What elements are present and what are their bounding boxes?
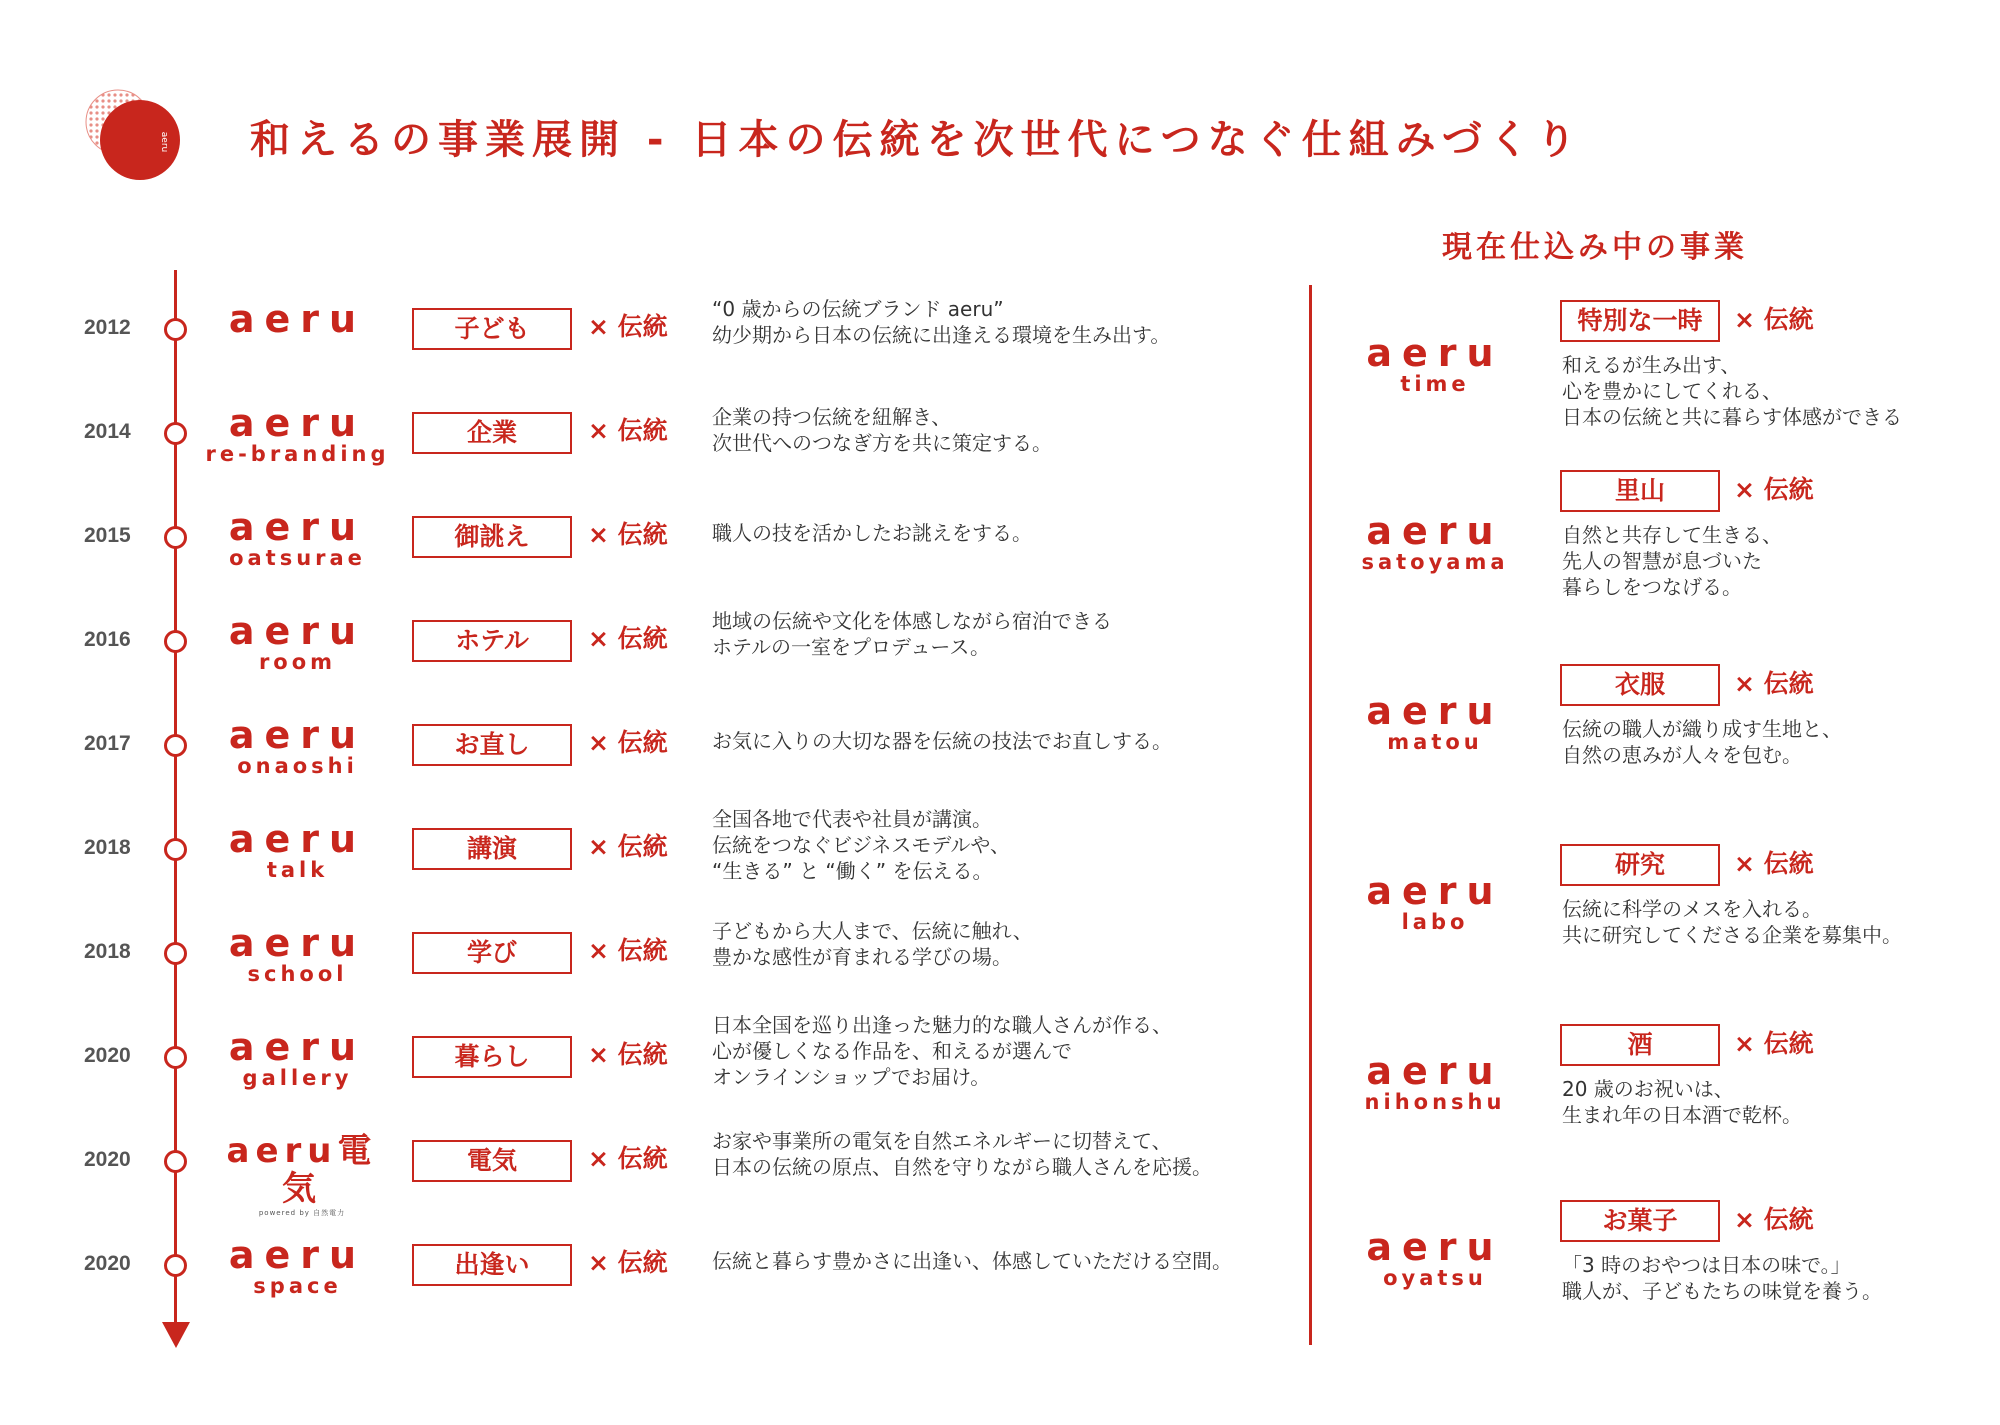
row-description xyxy=(712,1012,1302,1090)
category-box: お直し xyxy=(412,724,572,766)
brand-logo xyxy=(1360,331,1510,396)
desc-line: お気に入りの大切な器を伝統の技法でお直しする。 xyxy=(712,729,1172,753)
desc-line: 和えるが生み出す、 xyxy=(1562,353,1741,377)
logo-text: aeru xyxy=(159,131,169,153)
timeline-year: 2018 xyxy=(84,940,131,963)
times-tradition: × 伝統 xyxy=(1734,305,1814,334)
upcoming-item xyxy=(1340,1024,1980,1174)
category-box: 御誂え xyxy=(412,516,572,558)
desc-line: 地域の伝統や文化を体感しながら宿泊できる xyxy=(712,609,1112,633)
row-description xyxy=(712,296,1302,348)
brand-logo xyxy=(1360,689,1510,754)
desc-line: 20 歳のお祝いは、 xyxy=(1562,1077,1734,1101)
times-tradition: × 伝統 xyxy=(588,1248,668,1277)
brand-logo xyxy=(205,713,390,778)
brand-logo xyxy=(205,401,390,466)
item-description xyxy=(1562,1252,1982,1304)
timeline-node-icon xyxy=(164,526,187,549)
category-box: お菓子 xyxy=(1560,1200,1720,1242)
timeline-year: 2012 xyxy=(84,316,131,339)
times-tradition: × 伝統 xyxy=(588,520,668,549)
timeline-node-icon xyxy=(164,630,187,653)
brand-name: aeru xyxy=(228,609,367,653)
timeline-node-icon xyxy=(164,1046,187,1069)
timeline-row xyxy=(0,392,1300,472)
row-description xyxy=(712,608,1302,660)
brand-name: aeru xyxy=(1366,331,1504,375)
times-tradition: × 伝統 xyxy=(588,1040,668,1069)
brand-sub: labo xyxy=(1401,910,1469,934)
brand-name: aeru xyxy=(1366,1225,1504,1269)
timeline-node-icon xyxy=(164,838,187,861)
timeline-year: 2020 xyxy=(84,1148,131,1171)
brand-sub: oatsurae xyxy=(229,546,366,570)
timeline-year: 2017 xyxy=(84,732,131,755)
category-box: 子ども xyxy=(412,308,572,350)
desc-line: 生まれ年の日本酒で乾杯。 xyxy=(1562,1103,1802,1127)
desc-line: 暮らしをつなげる。 xyxy=(1562,575,1742,599)
brand-name: aeru xyxy=(1366,509,1504,553)
upcoming-item xyxy=(1340,844,1980,994)
brand-sub: gallery xyxy=(242,1066,353,1090)
item-description xyxy=(1562,352,1982,430)
timeline-node-icon xyxy=(164,942,187,965)
brand-sub: talk xyxy=(266,858,329,882)
times-tradition: × 伝統 xyxy=(1734,849,1814,878)
row-description xyxy=(712,806,1302,884)
brand-sub: school xyxy=(247,962,348,986)
timeline-row xyxy=(0,912,1300,992)
desc-line: オンラインショップでお届け。 xyxy=(712,1065,991,1089)
desc-line: 豊かな感性が育まれる学びの場。 xyxy=(712,945,1012,969)
desc-line: 自然の恵みが人々を包む。 xyxy=(1562,743,1802,767)
row-description xyxy=(712,520,1302,546)
brand-name: aeru xyxy=(1366,689,1504,733)
timeline-row xyxy=(0,496,1300,576)
brand-logo xyxy=(1360,1049,1510,1114)
brand-name: aeru xyxy=(228,297,367,341)
times-tradition: × 伝統 xyxy=(1734,1029,1814,1058)
brand-logo xyxy=(1360,509,1510,574)
category-box: 電気 xyxy=(412,1140,572,1182)
times-tradition: × 伝統 xyxy=(588,728,668,757)
desc-line: ホテルの一室をプロデュース。 xyxy=(712,635,990,659)
brand-sub: nihonshu xyxy=(1364,1090,1506,1114)
brand-sub: space xyxy=(253,1274,342,1298)
times-tradition: × 伝統 xyxy=(588,312,668,341)
brand-name: aeru xyxy=(228,505,367,549)
brand-sub: onaoshi xyxy=(237,754,358,778)
desc-line: 伝統の職人が織り成す生地と、 xyxy=(1562,717,1842,741)
brand-logo xyxy=(205,505,390,570)
timeline-row xyxy=(0,288,1300,368)
timeline-node-icon xyxy=(164,1150,187,1173)
category-box: 企業 xyxy=(412,412,572,454)
desc-line: “0 歳からの伝統ブランド aeru” xyxy=(712,297,1004,321)
brand-name: aeru xyxy=(228,713,367,757)
item-description xyxy=(1562,522,1982,600)
desc-line: 日本全国を巡り出逢った魅力的な職人さんが作る、 xyxy=(712,1013,1172,1037)
row-description xyxy=(712,1248,1302,1274)
row-description xyxy=(712,918,1302,970)
desc-line: 企業の持つ伝統を紐解き、 xyxy=(712,405,952,429)
times-tradition: × 伝統 xyxy=(588,416,668,445)
desc-line: 日本の伝統と共に暮らす体感ができる xyxy=(1562,405,1902,429)
desc-line: 幼少期から日本の伝統に出逢える環境を生み出す。 xyxy=(712,323,1171,347)
category-box: 講演 xyxy=(412,828,572,870)
brand-name: aeru xyxy=(228,817,367,861)
brand-sub: satoyama xyxy=(1361,550,1509,574)
timeline-row xyxy=(0,600,1300,680)
category-box: 衣服 xyxy=(1560,664,1720,706)
desc-line: 次世代へのつなぎ方を共に策定する。 xyxy=(712,431,1052,455)
item-description xyxy=(1562,716,1982,768)
times-tradition: × 伝統 xyxy=(1734,1205,1814,1234)
upcoming-divider xyxy=(1309,285,1312,1345)
brand-logo xyxy=(1360,1225,1510,1290)
brand-sub: room xyxy=(258,650,337,674)
desc-line: 伝統をつなぐビジネスモデルや、 xyxy=(712,833,1010,857)
category-box: 里山 xyxy=(1560,470,1720,512)
upcoming-item xyxy=(1340,664,1980,814)
page-title: 和えるの事業展開 - 日本の伝統を次世代につなぐ仕組みづくり xyxy=(250,117,1583,163)
times-tradition: × 伝統 xyxy=(1734,669,1814,698)
brand-logo xyxy=(1360,869,1510,934)
brand-logo xyxy=(205,921,390,986)
desc-line: 自然と共存して生きる、 xyxy=(1562,523,1782,547)
brand-sub: matou xyxy=(1387,730,1483,754)
times-tradition: × 伝統 xyxy=(588,832,668,861)
brand-name: aeru xyxy=(228,401,367,445)
times-tradition: × 伝統 xyxy=(588,1144,668,1173)
brand-sub: powered by 自然電力 xyxy=(258,1209,346,1217)
times-tradition: × 伝統 xyxy=(588,624,668,653)
desc-line: 心が優しくなる作品を、和えるが選んで xyxy=(712,1039,1072,1063)
desc-line: 日本の伝統の原点、自然を守りながら職人さんを応援。 xyxy=(712,1155,1212,1179)
brand-name: aeru電気 xyxy=(226,1131,378,1209)
timeline-node-icon xyxy=(164,1254,187,1277)
desc-line: 伝統と暮らす豊かさに出逢い、体感していただける空間。 xyxy=(712,1249,1232,1273)
category-box: 出逢い xyxy=(412,1244,572,1286)
brand-logo xyxy=(205,817,390,882)
timeline-year: 2016 xyxy=(84,628,131,651)
brand-sub: re-branding xyxy=(205,442,390,466)
timeline-arrow-down-icon xyxy=(162,1322,190,1348)
times-tradition: × 伝統 xyxy=(1734,475,1814,504)
brand-name: aeru xyxy=(1366,869,1504,913)
desc-line: 職人の技を活かしたお誂えをする。 xyxy=(712,521,1032,545)
upcoming-item xyxy=(1340,470,1980,620)
brand-sub: oyatsu xyxy=(1383,1266,1487,1290)
timeline-row xyxy=(0,1120,1300,1217)
timeline-row xyxy=(0,1013,1300,1096)
brand-logo xyxy=(205,1025,390,1090)
brand-name: aeru xyxy=(228,921,367,965)
brand-name: aeru xyxy=(1366,1049,1504,1093)
category-box: 酒 xyxy=(1560,1024,1720,1066)
category-box: ホテル xyxy=(412,620,572,662)
aeru-logo xyxy=(82,86,182,186)
timeline-node-icon xyxy=(164,422,187,445)
timeline-year: 2018 xyxy=(84,836,131,859)
desc-line: 全国各地で代表や社員が講演。 xyxy=(712,807,992,831)
desc-line: 職人が、子どもたちの味覚を養う。 xyxy=(1562,1279,1882,1303)
timeline-year: 2015 xyxy=(84,524,131,547)
category-box: 研究 xyxy=(1560,844,1720,886)
category-box: 暮らし xyxy=(412,1036,572,1078)
desc-line: 心を豊かにしてくれる、 xyxy=(1562,379,1782,403)
brand-sub: time xyxy=(1400,372,1470,396)
brand-name: aeru xyxy=(228,1233,367,1277)
category-box: 特別な一時 xyxy=(1560,300,1720,342)
timeline-year: 2020 xyxy=(84,1252,131,1275)
desc-line: 子どもから大人まで、伝統に触れ、 xyxy=(712,919,1033,943)
upcoming-item xyxy=(1340,1200,1980,1350)
timeline-year: 2014 xyxy=(84,420,131,443)
desc-line: “生きる” と “働く” を伝える。 xyxy=(712,859,993,883)
category-box: 学び xyxy=(412,932,572,974)
timeline-node-icon xyxy=(164,734,187,757)
desc-line: 「3 時のおやつは日本の味で。」 xyxy=(1562,1253,1851,1277)
brand-logo xyxy=(205,297,390,341)
times-tradition: × 伝統 xyxy=(588,936,668,965)
timeline-row xyxy=(0,704,1300,784)
timeline-node-icon xyxy=(164,318,187,341)
row-description xyxy=(712,404,1302,456)
upcoming-heading: 現在仕込み中の事業 xyxy=(1442,230,1748,265)
timeline-row xyxy=(0,1224,1300,1304)
desc-line: 共に研究してくださる企業を募集中。 xyxy=(1562,923,1902,947)
desc-line: 伝統に科学のメスを入れる。 xyxy=(1562,897,1822,921)
upcoming-item xyxy=(1340,300,1980,450)
brand-logo xyxy=(212,1132,392,1218)
row-description xyxy=(712,728,1302,754)
item-description xyxy=(1562,896,1982,948)
row-description xyxy=(712,1128,1302,1180)
item-description xyxy=(1562,1076,1982,1128)
brand-logo xyxy=(205,609,390,674)
desc-line: 先人の智慧が息づいた xyxy=(1562,549,1762,573)
timeline-row xyxy=(0,808,1300,888)
timeline-year: 2020 xyxy=(84,1044,131,1067)
brand-logo xyxy=(205,1233,390,1298)
desc-line: お家や事業所の電気を自然エネルギーに切替えて、 xyxy=(712,1129,1172,1153)
brand-name: aeru xyxy=(228,1025,367,1069)
